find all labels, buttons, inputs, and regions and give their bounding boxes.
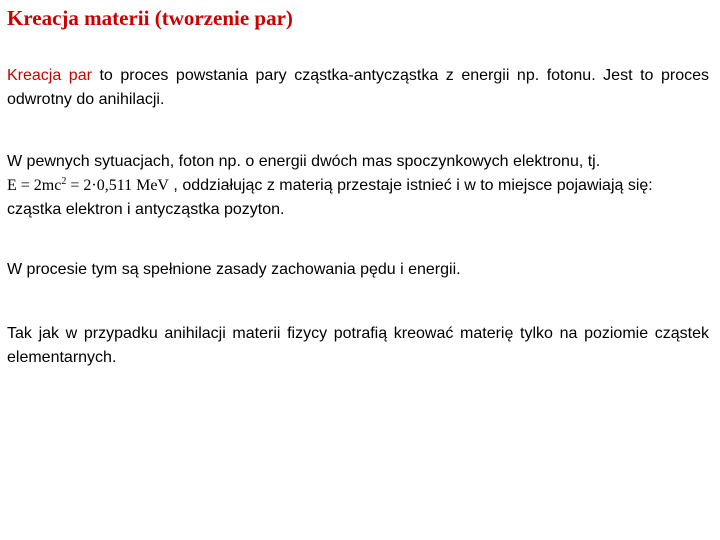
formula-exponent: 2 <box>61 176 67 187</box>
paragraph-2-continuation <box>7 174 709 222</box>
paragraph-conservation-laws: W procesie tym są spełnione zasady zachowania pędu i energii. <box>7 261 461 278</box>
pair-creation-term: Kreacja par <box>7 67 92 84</box>
slide-title: Kreacja materii (tworzenie par) <box>7 6 293 30</box>
paragraph-pair-creation-definition <box>7 64 709 112</box>
paragraph-2-rest: , oddziałując z materią przestaje istnieć i w to miejsce pojawiają się: cząstka elektron i antycząstka pozyton. <box>7 177 653 218</box>
paragraph-annihilation-comparison: Tak jak w przypadku anihilacji materii fizycy potrafią kreować materię tylko na poziomie cząstek elementarnych. <box>7 325 709 366</box>
formula-rhs: = 2·0,511 MeV <box>66 177 169 194</box>
paragraph-1-text: to proces powstania pary cząstka-antycząstka z energii np. fotonu. Jest to proces odwrotny do anihilacji. <box>7 67 709 108</box>
paragraph-2-line1: W pewnych sytuacjach, foton np. o energii dwóch mas spoczynkowych elektronu, tj. <box>7 153 601 170</box>
energy-formula <box>7 177 169 194</box>
paragraph-photon-example <box>7 150 709 222</box>
formula-lhs: E = 2mc <box>7 177 62 194</box>
